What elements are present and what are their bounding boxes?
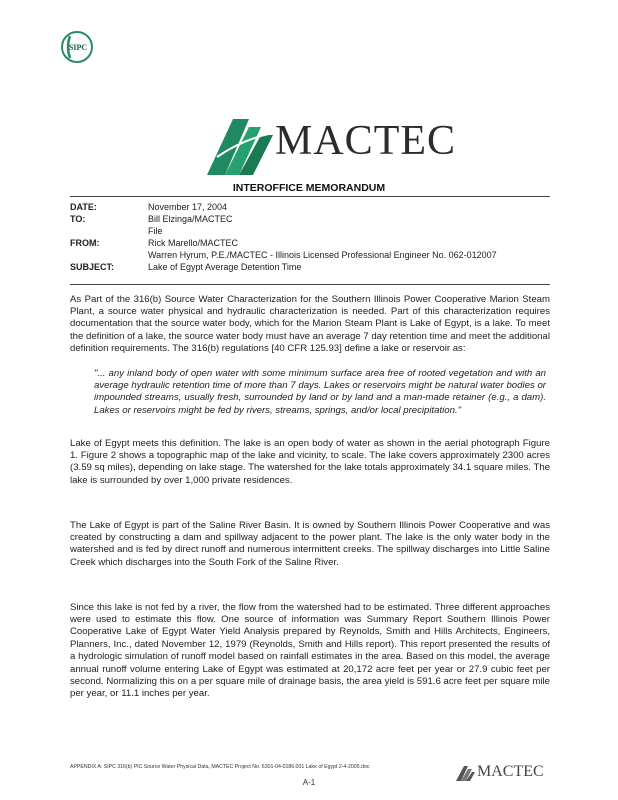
sipc-logo-text: SIPC [68, 43, 88, 52]
subject-label: SUBJECT: [70, 262, 115, 272]
to-value-1: Bill Elzinga/MACTEC [148, 214, 233, 224]
header-bottom-rule [70, 284, 550, 285]
body-paragraph-3: The Lake of Egypt is part of the Saline River Basin. It is owned by Southern Illinois Power Cooperative and was created by constructing a dam and spillway adjacent to the power plant. The lake is the only water body in the watershed and is fed by direct runoff and numerous intermittent creeks. The spillway discharges into Little Saline Creek which discharges into the South Fork of the Saline River. [70, 519, 550, 568]
to-value-2: File [148, 226, 163, 236]
from-value-1: Rick Marello/MACTEC [148, 238, 239, 248]
to-label: TO: [70, 214, 86, 224]
body-paragraph-2: Lake of Egypt meets this definition. The lake is an open body of water as shown in the aerial photograph Figure 1. Figure 2 shows a topographic map of the lake and vicinity, to scale. The lake covers approximately 2300 acres (3.59 sq miles), depending on lake stage. The watershed for the lake totals approximately 34.1 square miles. The lake is surrounded by over 1,000 private residences. [70, 437, 550, 486]
header-top-rule [70, 196, 550, 197]
page-number: A-1 [302, 778, 316, 787]
from-label: FROM: [70, 238, 100, 248]
from-value-2: Warren Hyrum, P.E./MACTEC - Illinois Licensed Professional Engineer No. 062-012007 [148, 250, 497, 260]
mactec-wordmark: MACTEC [275, 118, 457, 164]
memo-title: INTEROFFICE MEMORANDUM [232, 182, 386, 194]
mactec-footer-logo [455, 762, 551, 784]
date-value: November 17, 2004 [148, 202, 228, 212]
mactec-footer-wordmark: MACTEC [477, 763, 544, 780]
sipc-logo [60, 30, 94, 64]
mactec-emblem-icon [203, 109, 275, 179]
regulation-quote: "... any inland body of open water with some minimum surface area free of rooted vegetation and with an average hydraulic retention time of more than 7 days. Lakes or reservoirs might be natural water bodies or impounded streams, usually fresh, surrounded by land or by land and a man-made retainer (e.g., a dam). Lakes or reservoirs might be fed by rivers, streams, springs, and/or local precipitation." [94, 367, 546, 416]
footer-note: APPENDIX A: SIPC 316(b) PIC Source Water Physical Data, MACTEC Project No. 6301-04-0186.001 Lake of Egypt 2-4-2005.doc [70, 764, 370, 770]
mactec-footer-emblem-icon [455, 764, 475, 782]
body-paragraph-1: As Part of the 316(b) Source Water Characterization for the Southern Illinois Power Cooperative Marion Steam Plant, a source water physical and hydraulic characterization is needed. Part of this characterization requires documentation that the source water body, which for the Marion Steam Plant is Lake of Egypt, is a lake. To meet the definition of a lake, the source water body must have an average 7 day retention time and meet the additional definition requirements. The 316(b) regulations [40 CFR 125.93] define a lake or reservoir as: [70, 293, 550, 355]
subject-value: Lake of Egypt Average Detention Time [148, 262, 302, 272]
mactec-logo [203, 109, 457, 181]
body-paragraph-4: Since this lake is not fed by a river, the flow from the watershed had to be estimated. Three different approaches were used to estimate this flow. One source of information was Summary Report Southern Illinois Power Cooperative Lake of Egypt Water Yield Analysis prepared by Reynolds, Smith and Hills Architects, Engineers, Planners, Inc., dated November 12, 1979 (Reynolds, Smith and Hills report). This report presented the results of a hydrologic simulation of runoff model based on rainfall estimates in the area. Based on this model, the average annual runoff volume entering Lake of Egypt was estimated at 20,172 acre feet per year or 27.9 cubic feet per second. Normalizing this on a per square mile of drainage basis, the area yield is 591.6 acre feet per square mile per year, or 11.1 inches per year. [70, 601, 550, 700]
date-label: DATE: [70, 202, 97, 212]
